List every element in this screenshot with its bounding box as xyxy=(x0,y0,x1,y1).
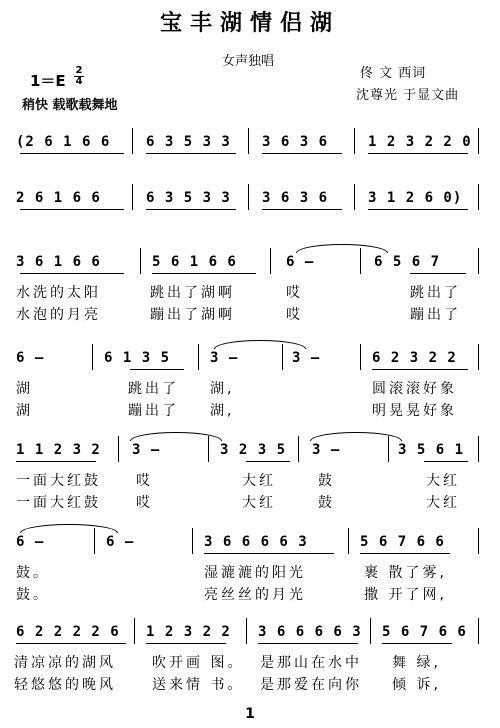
barline xyxy=(478,618,479,644)
beam xyxy=(424,461,468,462)
lyric: 水泡的月亮 xyxy=(16,307,101,323)
beam xyxy=(20,273,124,274)
barline xyxy=(270,248,271,274)
measure: 6 – xyxy=(16,534,45,550)
lyric: 鼓 xyxy=(318,495,335,511)
measure: (2 6 1 6 6 xyxy=(16,134,111,150)
lyric: 哎 xyxy=(136,473,153,489)
key-signature: 1＝E xyxy=(30,72,66,90)
page-number: 1 xyxy=(245,706,255,722)
tie xyxy=(214,340,306,349)
lyric: 蹦出了 xyxy=(128,403,179,419)
barline xyxy=(132,128,133,154)
barline xyxy=(478,436,479,462)
lyric: 湿漉漉的阳光 xyxy=(204,565,306,581)
measure: 3 6 6 6 6 3 xyxy=(204,534,308,550)
lyric: 亮丝丝的月光 xyxy=(204,587,306,603)
barline xyxy=(94,528,95,554)
measure: 1 1 2 3 2 xyxy=(16,442,101,458)
measure: 3 5 6 1 xyxy=(398,442,465,458)
beam xyxy=(368,209,468,210)
lyric: 蹦出了 xyxy=(410,307,461,323)
lyric: 一面大红鼓 xyxy=(16,473,101,489)
measure: 3 6 3 6 xyxy=(262,190,329,206)
measure: 2 6 1 6 6 xyxy=(16,190,101,206)
lyric: 跳出了湖啊 xyxy=(150,285,235,301)
measure: 3 2 3 5 xyxy=(220,442,287,458)
lyric: 明晃晃好象 xyxy=(372,403,457,419)
barline xyxy=(92,344,93,370)
barline xyxy=(354,184,355,210)
beam xyxy=(372,369,468,370)
composer-credit: 沈尊光 于显文曲 xyxy=(356,88,460,103)
lyric: 送来情 书。 xyxy=(152,677,245,693)
measure: 3 6 1 6 6 xyxy=(16,254,101,270)
lyric: 大红 xyxy=(426,473,460,489)
lyric: 圆滚滚好象 xyxy=(372,381,457,397)
time-signature xyxy=(74,66,84,87)
measure: 6 3 5 3 3 xyxy=(146,190,231,206)
measure: 6 – xyxy=(106,534,135,550)
beam xyxy=(146,643,226,644)
measure: 3 6 6 6 6 3 xyxy=(258,624,362,640)
barline xyxy=(478,128,479,154)
lyric: 倾 诉, xyxy=(392,677,441,693)
barline xyxy=(208,436,209,462)
beam xyxy=(20,153,124,154)
lyric: 轻悠悠的晚风 xyxy=(14,677,116,693)
lyric: 大红 xyxy=(242,473,276,489)
barline xyxy=(192,528,193,554)
lyric: 跳出了 xyxy=(128,381,179,397)
measure: 3 – xyxy=(210,350,239,366)
lyric: 是那爱在向你 xyxy=(260,677,362,693)
measure: 6 2 2 2 2 6 xyxy=(16,624,120,640)
measure: 3 – xyxy=(312,442,341,458)
time-numerator: 2 xyxy=(75,65,83,76)
beam xyxy=(152,273,256,274)
lyric: 哎 xyxy=(136,495,153,511)
barline xyxy=(140,248,141,274)
measure: 1 2 3 2 2 0 xyxy=(368,134,472,150)
beam xyxy=(16,643,126,644)
lyric: 大红 xyxy=(242,495,276,511)
beam xyxy=(262,209,342,210)
barline xyxy=(478,344,479,370)
lyric: 湖 xyxy=(16,381,33,397)
beam xyxy=(368,153,468,154)
beam xyxy=(382,643,452,644)
barline xyxy=(134,618,135,644)
tie xyxy=(296,244,388,253)
measure: 3 – xyxy=(292,350,321,366)
beam xyxy=(204,553,334,554)
lyric: 清凉凉的湖风 xyxy=(14,655,116,671)
beam xyxy=(360,553,450,554)
lyric: 撒 开了网, xyxy=(364,587,447,603)
lyric: 水洗的太阳 xyxy=(16,285,101,301)
beam xyxy=(130,369,184,370)
barline xyxy=(282,344,283,370)
lyric: 吹开画 图。 xyxy=(152,655,245,671)
lyric: 鼓。 xyxy=(16,565,50,581)
measure: 6 1 3 5 xyxy=(104,350,171,366)
lyric: 裹 散了雾, xyxy=(364,565,447,581)
barline xyxy=(248,128,249,154)
measure: 5 6 1 6 6 xyxy=(152,254,237,270)
barline xyxy=(478,184,479,210)
lyricist-credit: 佟 文 西词 xyxy=(360,66,427,81)
lyric: 鼓。 xyxy=(16,587,50,603)
lyric: 湖, xyxy=(210,381,235,397)
barline xyxy=(118,436,119,462)
barline xyxy=(360,248,361,274)
time-denominator: 4 xyxy=(75,76,83,87)
measure: 6 3 5 3 3 xyxy=(146,134,231,150)
lyric: 舞 绿, xyxy=(392,655,441,671)
barline xyxy=(246,618,247,644)
lyric: 一面大红鼓 xyxy=(16,495,101,511)
beam xyxy=(246,461,290,462)
barline xyxy=(132,184,133,210)
tempo-marking: 稍快 载歌载舞地 xyxy=(22,98,118,113)
measure: 3 – xyxy=(132,442,161,458)
measure: 1 2 3 2 2 xyxy=(146,624,231,640)
measure: 6 2 3 2 2 xyxy=(372,350,457,366)
barline xyxy=(478,528,479,554)
measure: 6 – xyxy=(16,350,45,366)
lyric: 湖, xyxy=(210,403,235,419)
lyric: 蹦出了湖啊 xyxy=(150,307,235,323)
measure: 5 6 7 6 6 xyxy=(382,624,467,640)
barline xyxy=(198,344,199,370)
beam xyxy=(146,209,236,210)
beam xyxy=(16,461,96,462)
barline xyxy=(348,528,349,554)
barline xyxy=(388,436,389,462)
measure: 5 6 7 6 6 xyxy=(360,534,445,550)
barline xyxy=(354,128,355,154)
measure: 3 1 2 6 0) xyxy=(368,190,463,206)
beam xyxy=(262,153,342,154)
tie xyxy=(20,524,118,533)
subtitle: 女声独唱 xyxy=(222,54,275,69)
lyric: 是那山在水中 xyxy=(260,655,362,671)
measure: 3 6 3 6 xyxy=(262,134,329,150)
barline xyxy=(298,436,299,462)
lyric: 哎 xyxy=(286,285,303,301)
lyric: 大红 xyxy=(426,495,460,511)
lyric: 鼓 xyxy=(318,473,335,489)
beam xyxy=(146,153,236,154)
page-title: 宝丰湖情侣湖 xyxy=(159,10,340,36)
lyric: 湖 xyxy=(16,403,33,419)
barline xyxy=(370,618,371,644)
beam xyxy=(20,209,124,210)
barline xyxy=(248,184,249,210)
measure: 6 – xyxy=(286,254,315,270)
lyric: 哎 xyxy=(286,307,303,323)
barline xyxy=(478,248,479,274)
beam xyxy=(410,273,466,274)
barline xyxy=(360,344,361,370)
lyric: 跳出了 xyxy=(410,285,461,301)
measure: 6 5 6 7 xyxy=(374,254,441,270)
beam xyxy=(258,643,358,644)
